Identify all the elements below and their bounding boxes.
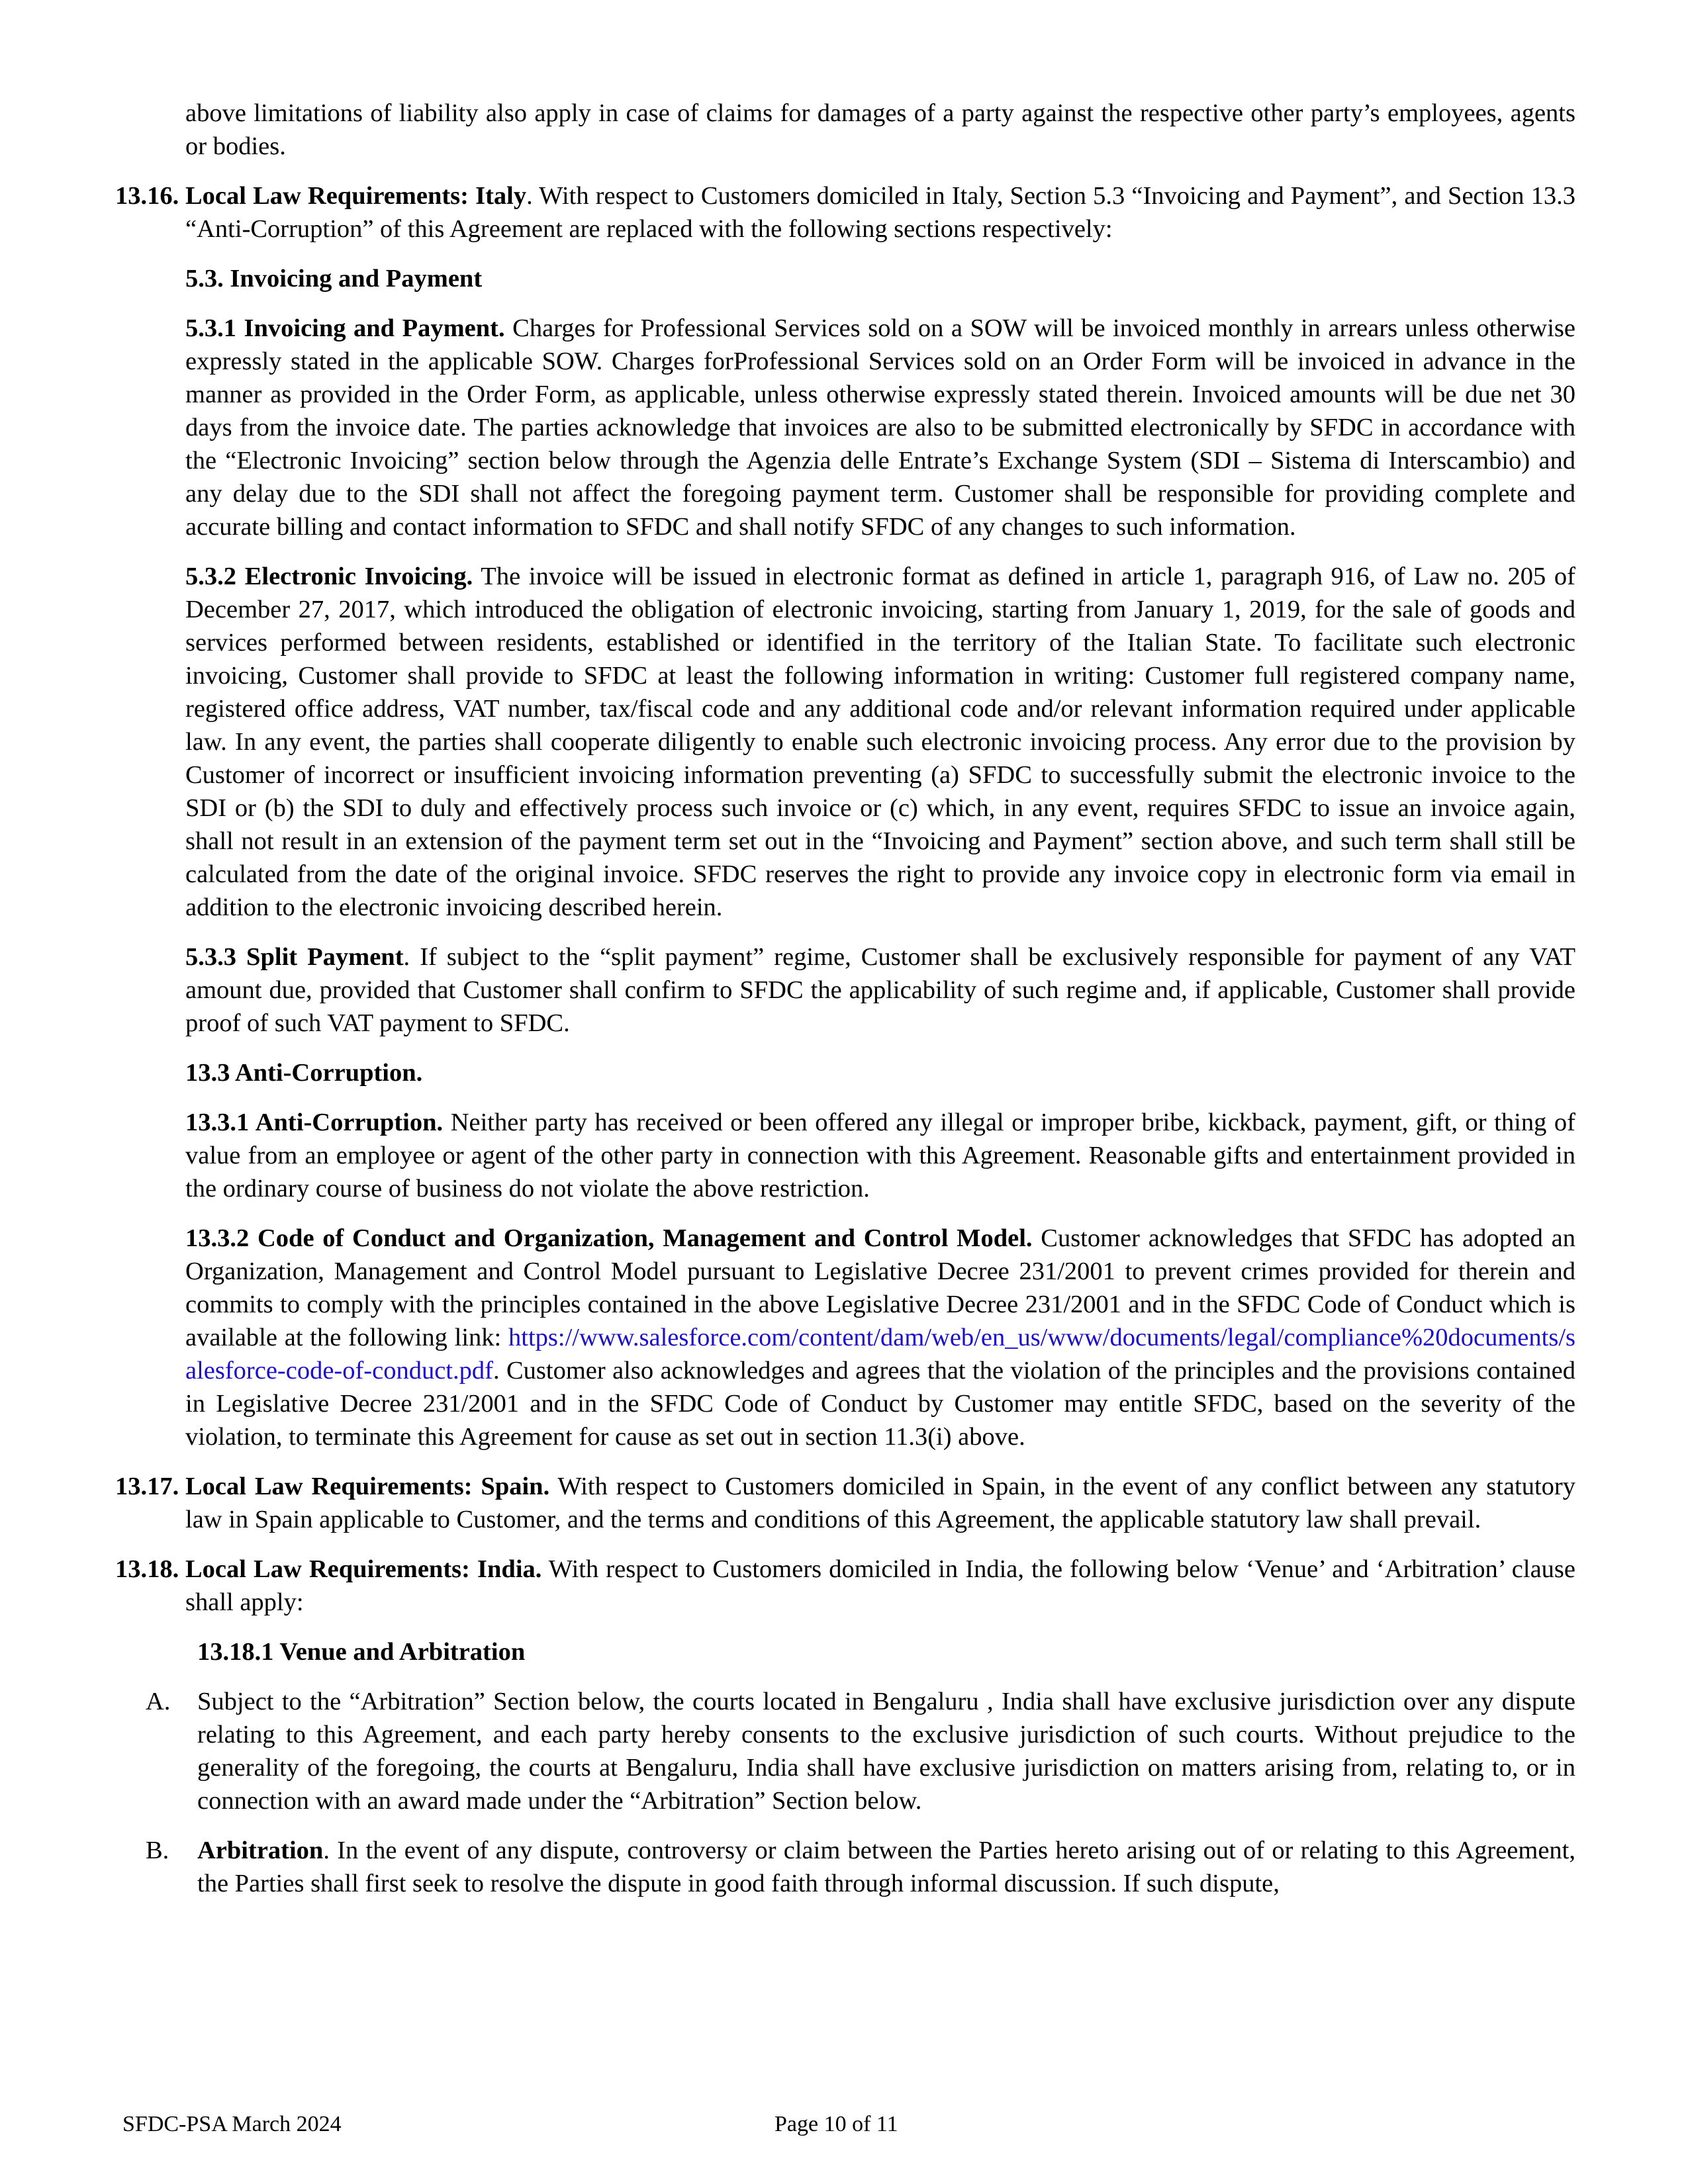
section-title: Local Law Requirements: Spain. (185, 1473, 550, 1500)
heading-text: 13.3 Anti-Corruption. (185, 1059, 423, 1087)
list-item-b (146, 1834, 1575, 1900)
section-title: Local Law Requirements: India. (185, 1555, 542, 1583)
paragraph-5-3-3 (185, 940, 1575, 1040)
heading-13-18-1 (197, 1635, 1575, 1668)
paragraph-5-3-1 (185, 312, 1575, 543)
section-13-18 (115, 1553, 1575, 1900)
paragraph-text: Charges for Professional Services sold on a SOW will be invoiced monthly in arrears unless otherwise expressly stated in the applicable SOW. Charges forProfessional Services sold on an Order Form will be invoiced in advance in the manner as provided in the Order Form, as applicable, unless otherwise expressly stated therein. Invoiced amounts will be due net 30 days from the invoice date. The parties acknowledge that invoices are also to be submitted electronically by SFDC in accordance with the “Electronic Invoicing” section below through the Agenzia delle Entrate’s Exchange System (SDI – Sistema di Interscambio) and any delay due to the SDI shall not affect the foregoing payment term. Customer shall be responsible for providing complete and accurate billing and contact information to SFDC and shall notify SFDC of any changes to such information. (185, 314, 1576, 541)
paragraph-13-3-2 (185, 1222, 1575, 1453)
footer-page-number: Page 10 of 11 (774, 2112, 898, 2136)
list-item-a (146, 1685, 1575, 1817)
paragraph-13-3-1 (185, 1106, 1575, 1205)
paragraph-text: Neither party has received or been offered any illegal or improper bribe, kickback, payment, gift, or thing of value from an employee or agent of the other party in connection with this Agreement. Reasonable gifts and entertainment provided in the ordinary course of business do not violate the above restriction. (185, 1109, 1575, 1203)
code-of-conduct-link[interactable]: https://www.salesforce.com/content/dam/web/en_us/www/documents/legal/compliance%20documents/salesforce-code-of-conduct.pdf (185, 1324, 1575, 1385)
section-13-18-lead (185, 1553, 1575, 1619)
heading-13-3 (185, 1056, 1575, 1089)
paragraph-title: 5.3.2 Electronic Invoicing. (185, 563, 473, 590)
heading-5-3 (185, 262, 1575, 295)
paragraph-text-continued: . Customer also acknowledges and agrees that the violation of the principles and the provisions contained in Legislative Decree 231/2001 and in the SFDC Code of Conduct by Customer may entitle SFDC, based on the severity of the violation, to terminate this Agreement for cause as set out in section 11.3(i) above. (185, 1357, 1575, 1451)
paragraph-text: The invoice will be issued in electronic format as defined in article 1, paragraph 916, of Law no. 205 of December 27, 2017, which introduced the obligation of electronic invoicing, starting from January 1, 2019, for the sale of goods and services performed between residents, established or identified in the territory of the Italian State. To facilitate such electronic invoicing, Customer shall provide to SFDC at least the following information in writing: Customer full registered company name, registered office address, VAT number, tax/fiscal code and any additional code and/or relevant information required under applicable law. In any event, the parties shall cooperate diligently to enable such electronic invoicing process. Any error due to the provision by Customer of incorrect or insufficient invoicing information preventing (a) SFDC to successfully submit the electronic invoice to the SDI or (b) the SDI to duly and effectively process such invoice or (c) which, in any event, requires SFDC to issue an invoice again, shall not result in an extension of the payment term set out in the “Invoicing and Payment” section above, and such term shall still be calculated from the date of the original invoice. SFDC reserves the right to provide any invoice copy in electronic form via email in addition to the electronic invoicing described herein. (185, 563, 1575, 921)
paragraph-5-3-2 (185, 560, 1575, 924)
section-number: 13.17. (115, 1473, 179, 1500)
section-text: . With respect to Customers domiciled in Italy, Section 5.3 “Invoicing and Payment”, and Section 13.3 “Anti-Corruption” of this Agreement are replaced with the following sections respectively: (185, 182, 1575, 243)
intro-paragraph: above limitations of liability also apply in case of claims for damages of a party against the respective other party’s employees, agents or bodies. (185, 99, 1575, 160)
section-13-17-lead (185, 1470, 1575, 1536)
paragraph-title: 13.3.1 Anti-Corruption. (185, 1109, 444, 1136)
page-content (115, 97, 1576, 1900)
footer-document-id: SFDC-PSA March 2024 (122, 2112, 342, 2136)
section-number: 13.18. (115, 1555, 179, 1583)
list-marker: B. (146, 1837, 169, 1864)
list-item-text (197, 1834, 1575, 1900)
heading-text: 5.3. Invoicing and Payment (185, 265, 483, 293)
section-13-16 (115, 179, 1576, 1453)
heading-text: 13.18.1 Venue and Arbitration (197, 1638, 526, 1666)
list-marker: A. (146, 1688, 171, 1715)
list-item-title: Arbitration (197, 1837, 324, 1864)
paragraph-title: 5.3.1 Invoicing and Payment. (185, 314, 505, 342)
section-13-17 (115, 1470, 1575, 1536)
paragraph-title: 5.3.3 Split Payment (185, 943, 404, 971)
list-item-text: Subject to the “Arbitration” Section below, the courts located in Bengaluru , India shall have exclusive jurisdiction over any dispute relating to this Agreement, and each party hereby consents to the exclusive jurisdiction of such courts. Without prejudice to the generality of the foregoing, the courts at Bengaluru, India shall have exclusive jurisdiction on matters arising from, relating to, or in connection with an award made under the “Arbitration” Section below. (197, 1688, 1575, 1815)
list-item-body: . In the event of any dispute, controversy or claim between the Parties hereto arising out of or relating to this Agreement, the Parties shall first seek to resolve the dispute in good faith through informal discussion. If such dispute, (197, 1837, 1575, 1897)
paragraph-text: Customer acknowledges that SFDC has adopted an Organization, Management and Control Model pursuant to Legislative Decree 231/2001 to prevent crimes provided for therein and commits to comply with the principles contained in the above Legislative Decree 231/2001 and in the SFDC Code of Conduct which is available at the following link: (185, 1224, 1575, 1351)
paragraph-title: 13.3.2 Code of Conduct and Organization, Management and Control Model. (185, 1224, 1033, 1252)
section-13-16-lead (185, 179, 1575, 246)
paragraph-text: . If subject to the “split payment” regime, Customer shall be exclusively responsible for payment of any VAT amount due, provided that Customer shall confirm to SFDC the applicability of such regime and, if applicable, Customer shall provide proof of such VAT payment to SFDC. (185, 943, 1575, 1037)
section-text: With respect to Customers domiciled in India, the following below ‘Venue’ and ‘Arbitration’ clause shall apply: (185, 1555, 1575, 1616)
section-text: With respect to Customers domiciled in Spain, in the event of any conflict between any statutory law in Spain applicable to Customer, and the terms and conditions of this Agreement, the applicable statutory law shall prevail. (185, 1473, 1575, 1533)
section-number: 13.16. (115, 182, 179, 210)
section-title: Local Law Requirements: Italy (185, 182, 527, 210)
